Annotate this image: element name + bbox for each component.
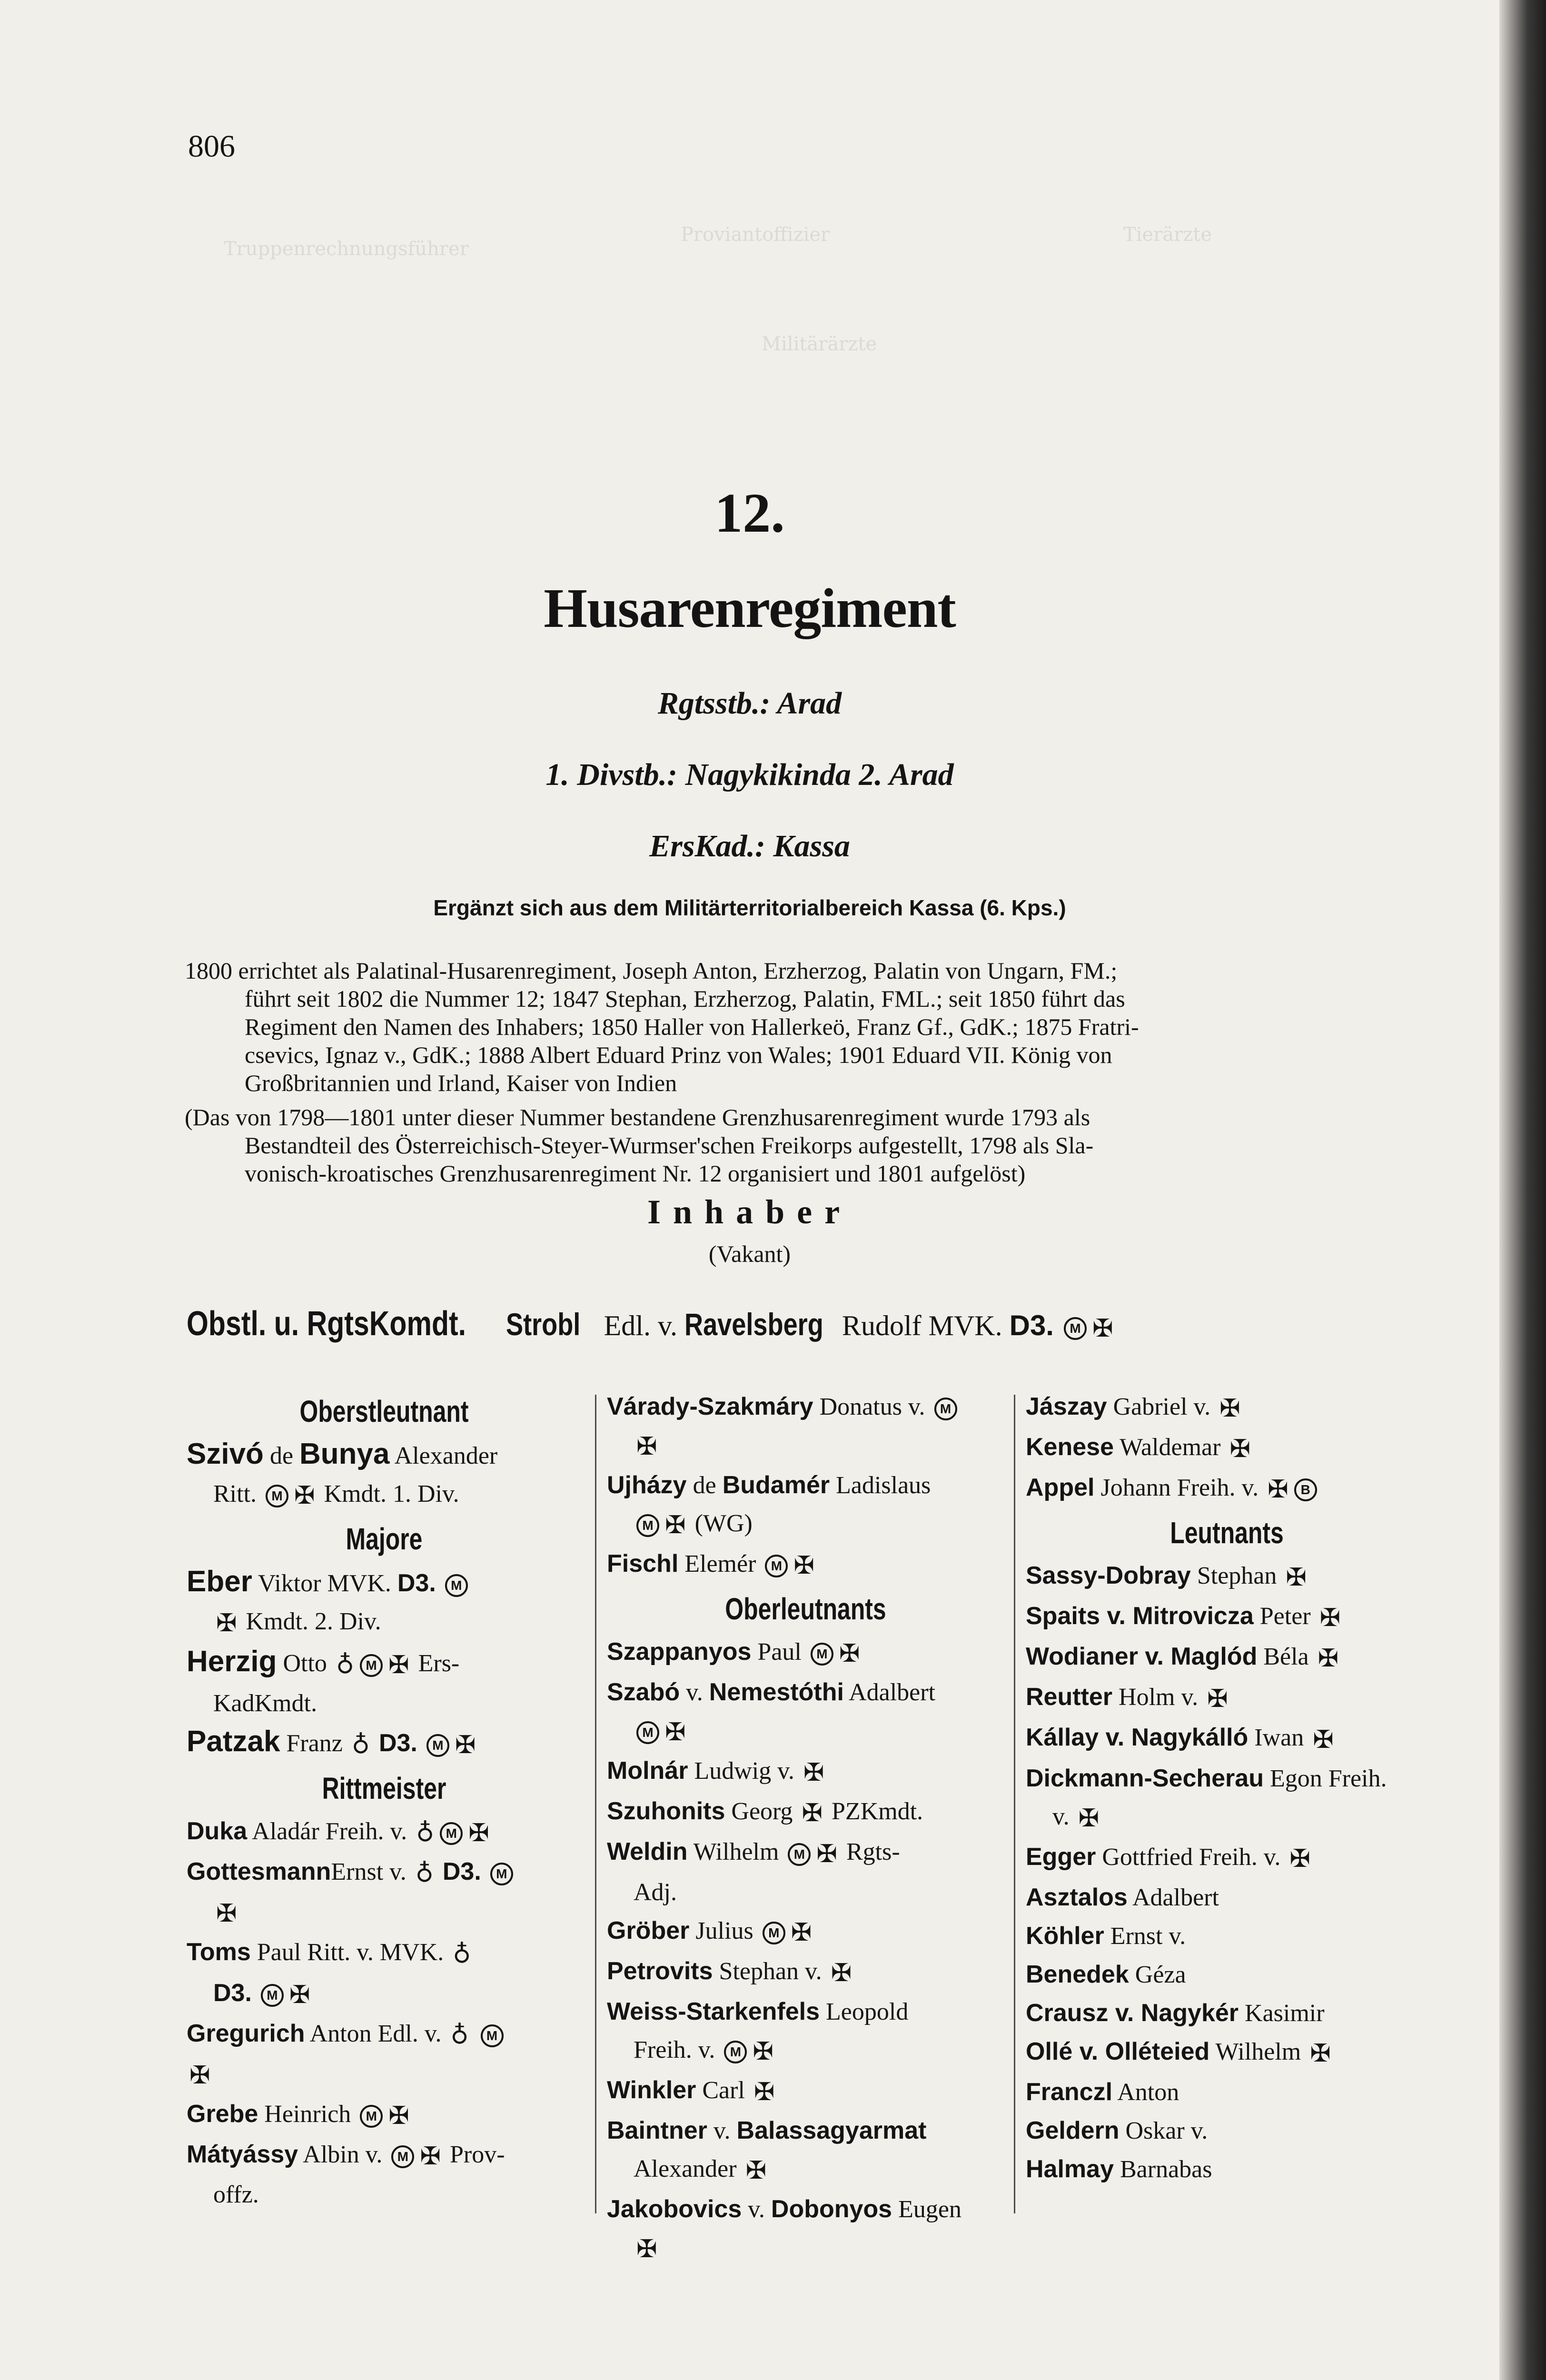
officer-entry-cont: v. ✠ [1052, 1803, 1100, 1832]
officer-entry: Szivó de Bunya Alexander [187, 1438, 498, 1470]
officer-entry: Dickmann-Secherau Egon Freih. [1026, 1764, 1387, 1792]
officer-entry-cont: D3. M ✠ [213, 1979, 310, 2009]
commander-predicate: Edl. v. [604, 1310, 678, 1341]
cross-icon: ✠ [753, 2078, 775, 2106]
officer-entry: Spaits v. Mitrovicza Peter ✠ [1026, 1602, 1341, 1632]
officer-entry-cont: M ✠ (WG) [607, 1505, 1004, 1545]
cross-icon: ✠ [1078, 1805, 1100, 1832]
cross-icon: ✠ [189, 2062, 210, 2089]
officer-entry: Kenese Waldemar ✠ [1026, 1433, 1251, 1463]
medal-m-icon: M [724, 2041, 747, 2063]
cross-icon: ✠ [1229, 1436, 1251, 1463]
officer-entry: Eber Viktor MVK. D3. M [187, 1563, 582, 1603]
column-1 [187, 1388, 582, 2214]
section-heading: Majore [346, 1522, 423, 1557]
medal-m-icon: M [934, 1398, 957, 1420]
cross-icon: ✠ [388, 2102, 409, 2130]
history-line: Großbritannien und Irland, Kaiser von Indien [245, 1070, 677, 1096]
medal-m-icon: M [440, 1822, 463, 1845]
officer-entry: Weldin Wilhelm M ✠ Rgts- [607, 1838, 900, 1868]
officer-entry: Baintner v. Balassagyarmat [607, 2116, 927, 2144]
officer-entry: Petrovits Stephan v. ✠ [607, 1957, 852, 1987]
column-3 [1026, 1388, 1428, 2189]
cross-icon: ✠ [1092, 1315, 1113, 1343]
officer-entry: Ollé v. Olléteied Wilhelm ✠ [1026, 2037, 1331, 2067]
bleed-through-text: Tierärzte [1123, 224, 1212, 246]
commander-d3: D3. [1009, 1309, 1054, 1341]
officer-entry-cont: offz. [213, 2181, 259, 2208]
officer-entry: Patzak Franz ♁ D3. M ✠ [187, 1725, 476, 1759]
cross-icon: ✠ [1319, 1605, 1341, 1632]
medal-ribbon-icon: ♁ [415, 1860, 434, 1888]
officer-entry: Szappanyos Paul M ✠ [607, 1638, 860, 1668]
page-number: 806 [188, 129, 235, 164]
officer-entry: Kállay v. Nagykálló Iwan ✠ [1026, 1724, 1334, 1754]
cross-icon: ✠ [816, 1840, 837, 1868]
cross-icon: ✠ [1219, 1395, 1240, 1423]
officer-entry: Szabó v. Nemestóthi Adalbert [607, 1678, 935, 1706]
medal-m-icon: M [636, 1721, 659, 1744]
book-spine-edge [1499, 0, 1546, 2380]
officer-entry-cont [187, 2055, 582, 2095]
section-heading: Rittmeister [322, 1771, 446, 1806]
recruitment-note: Ergänzt sich aus dem Militärterritorialbereich Kassa (6. Kps.) [433, 895, 1066, 920]
cross-icon: ✠ [839, 1640, 860, 1668]
officer-entry: Jakobovics v. Dobonyos Eugen [607, 2195, 961, 2223]
medal-m-icon: M [636, 1514, 659, 1537]
cross-icon: ✠ [1313, 1726, 1334, 1754]
division-staffs: 1. Divstb.: Nagykikinda 2. Arad [545, 757, 954, 792]
medal-m-icon: M [426, 1734, 449, 1757]
bleed-through-text: Proviantoffizier [681, 224, 830, 246]
cross-icon: ✠ [1207, 1686, 1228, 1713]
officer-entry: Fischl Elemér M ✠ [607, 1550, 814, 1580]
officer-entry: Benedek Géza [1026, 1960, 1186, 1988]
inhaber-value: (Vakant) [708, 1240, 791, 1267]
history-line: csevics, Ignaz v., GdK.; 1888 Albert Eduard Prinz von Wales; 1901 Eduard VII. König von [245, 1041, 1112, 1068]
medal-ribbon-icon: ♁ [453, 1941, 471, 1968]
officer-entry-cont [607, 1712, 1004, 1752]
cross-icon: ✠ [289, 1981, 310, 2009]
cross-icon: ✠ [216, 1900, 237, 1928]
officer-entry: Toms Paul Ritt. v. MVK. ♁ [187, 1938, 471, 1968]
section-heading: Oberleutnants [725, 1592, 886, 1626]
medal-m-icon: M [811, 1643, 833, 1666]
regiment-title: Husarenregiment [544, 577, 956, 639]
officer-entry: Jászay Gabriel v. ✠ [1026, 1393, 1240, 1423]
officer-entry-cont: Ritt. M ✠ Kmdt. 1. Div. [213, 1480, 459, 1510]
section-heading: Leutnants [1170, 1516, 1284, 1550]
officer-entry: Halmay Barnabas [1026, 2155, 1212, 2183]
cross-icon: ✠ [1310, 2040, 1331, 2067]
officer-entry: Grebe Heinrich M ✠ [187, 2100, 409, 2130]
cross-icon: ✠ [1318, 1645, 1339, 1673]
officer-entry-cont: Alexander ✠ [634, 2155, 767, 2184]
cross-icon: ✠ [803, 1759, 824, 1787]
officer-entry: Gröber Julius M ✠ [607, 1916, 812, 1946]
officer-entry: Asztalos Adalbert [1026, 1883, 1219, 1911]
officer-entry: Sassy-Dobray Stephan ✠ [1026, 1562, 1307, 1592]
medal-m-icon: M [788, 1843, 811, 1866]
cross-icon: ✠ [831, 1959, 852, 1987]
officer-entry-cont [187, 1893, 582, 1933]
medal-m-icon: M [266, 1485, 288, 1507]
officer-entry: Crausz v. Nagykér Kasimir [1026, 1999, 1325, 2027]
officer-entry: Geldern Oskar v. [1026, 2116, 1208, 2144]
regiment-staff: Rgtsstb.: Arad [657, 686, 842, 721]
medal-m-icon: M [481, 2024, 504, 2047]
medal-ribbon-icon: ♁ [416, 1820, 435, 1847]
cross-icon: ✠ [793, 1552, 814, 1580]
officer-entry-cont: ✠ Kmdt. 2. Div. [216, 1608, 381, 1637]
officer-entry-cont: Freih. v. M ✠ [634, 2036, 773, 2065]
cross-icon: ✠ [665, 1719, 686, 1746]
officer-entry: Egger Gottfried Freih. v. ✠ [1026, 1843, 1310, 1873]
cross-icon: ✠ [1286, 1564, 1307, 1592]
history-note-paragraph [185, 1103, 1427, 1188]
commander-rank: Obstl. u. RgtsKomdt. [187, 1305, 466, 1343]
cross-icon: ✠ [745, 2157, 767, 2184]
officer-entry: Franczl Anton [1026, 2078, 1179, 2106]
history-line: führt seit 1802 die Nummer 12; 1847 Stephan, Erzherzog, Palatin, FML.; seit 1850 führt das [245, 985, 1125, 1012]
medal-m-icon: M [261, 1984, 284, 2007]
officer-entry-cont: Adj. [634, 1878, 677, 1906]
officer-entry: Ujházy de Budamér Ladislaus [607, 1471, 931, 1499]
medal-m-icon: M [391, 2145, 414, 2168]
officer-entry-cont [607, 2229, 1004, 2269]
medal-ribbon-icon: ♁ [450, 2022, 469, 2049]
cross-icon: ✠ [294, 1482, 315, 1510]
cross-icon: ✠ [388, 1652, 409, 1679]
cross-icon: ✠ [636, 2235, 657, 2263]
history-line: Regiment den Namen des Inhabers; 1850 Haller von Hallerkeö, Franz Gf., GdK.; 1875 Fratri- [245, 1013, 1139, 1040]
history-line: vonisch-kroatisches Grenzhusarenregiment Nr. 12 organisiert und 1801 aufgelöst) [245, 1160, 1026, 1187]
inhaber-heading: Inhaber [647, 1193, 852, 1231]
officer-entry: GottesmannErnst v. ♁ D3. M [187, 1853, 582, 1893]
officer-entry: Szuhonits Georg ✠ PZKmdt. [607, 1797, 923, 1827]
history-paragraph [185, 957, 1427, 1097]
officer-entry: Gregurich Anton Edl. v. ♁ M [187, 2014, 582, 2055]
regiment-number: 12. [714, 482, 785, 544]
officer-entry: Duka Aladár Freih. v. ♁ M ✠ [187, 1817, 489, 1847]
medal-m-icon: M [1064, 1317, 1087, 1340]
commander-surname: Strobl [505, 1307, 581, 1342]
medal-m-icon: M [765, 1555, 788, 1577]
bleed-through-text: Truppenrechnungsführer [224, 238, 469, 260]
column-divider [1014, 1395, 1015, 2213]
officer-entry: Köhler Ernst v. [1026, 1922, 1186, 1950]
reserve-cadre: ErsKad.: Kassa [649, 829, 850, 863]
column-2 [607, 1388, 1004, 2269]
medal-m-icon: M [360, 1654, 383, 1677]
commander-line [187, 1304, 1116, 1343]
cross-icon: ✠ [468, 1820, 489, 1847]
medal-b-icon: B [1294, 1478, 1317, 1501]
medal-ribbon-icon: ♁ [351, 1732, 370, 1759]
officer-entry: Várady-Szakmáry Donatus v. M [607, 1388, 1004, 1426]
officer-entry: Weiss-Starkenfels Leopold [607, 1997, 909, 2025]
history-line: 1800 errichtet als Palatinal-Husarenregiment, Joseph Anton, Erzherzog, Palatin von Ungarn, FM.; [185, 957, 1118, 984]
officer-entry: Winkler Carl ✠ [607, 2076, 775, 2106]
commander-estate: Ravelsberg [684, 1307, 823, 1342]
history-line: (Das von 1798—1801 unter dieser Nummer bestandene Grenzhusarenregiment wurde 1793 als [185, 1104, 1090, 1130]
bleed-through-text: Militärärzte [762, 333, 877, 355]
cross-icon: ✠ [216, 1610, 237, 1637]
cross-icon: ✠ [1289, 1845, 1310, 1873]
officer-entry: Wodianer v. Maglód Béla ✠ [1026, 1643, 1339, 1673]
cross-icon: ✠ [753, 2038, 773, 2065]
history-line: Bestandteil des Österreichisch-Steyer-Wurmser'schen Freikorps aufgestellt, 1798 als Sla- [245, 1132, 1094, 1159]
commander-details: Rudolf MVK. [842, 1310, 1002, 1341]
officer-entry: Herzig Otto ♁ M ✠ Ers- [187, 1645, 460, 1679]
officer-entry-cont: KadKmdt. [213, 1690, 317, 1717]
medal-m-icon: M [763, 1922, 785, 1944]
cross-icon: ✠ [791, 1919, 812, 1946]
cross-icon: ✠ [420, 2142, 441, 2170]
section-heading: Oberstleutnant [299, 1394, 469, 1428]
medal-ribbon-icon: ♁ [336, 1652, 355, 1679]
officer-entry: Reutter Holm v. ✠ [1026, 1683, 1228, 1713]
medal-m-icon: M [445, 1574, 468, 1597]
cross-icon: ✠ [665, 1512, 686, 1539]
medal-m-icon: M [360, 2105, 383, 2128]
cross-icon: ✠ [1268, 1476, 1288, 1504]
officer-entry: Molnár Ludwig v. ✠ [607, 1757, 824, 1787]
officer-entry: Mátyássy Albin v. M ✠ Prov- [187, 2140, 505, 2170]
cross-icon: ✠ [636, 1433, 657, 1461]
officer-entry-cont [607, 1426, 1004, 1466]
column-divider [595, 1395, 596, 2213]
cross-icon: ✠ [802, 1800, 823, 1827]
cross-icon: ✠ [455, 1732, 476, 1759]
medal-m-icon: M [490, 1863, 513, 1885]
officer-entry: Appel Johann Freih. v. ✠ B [1026, 1468, 1428, 1509]
